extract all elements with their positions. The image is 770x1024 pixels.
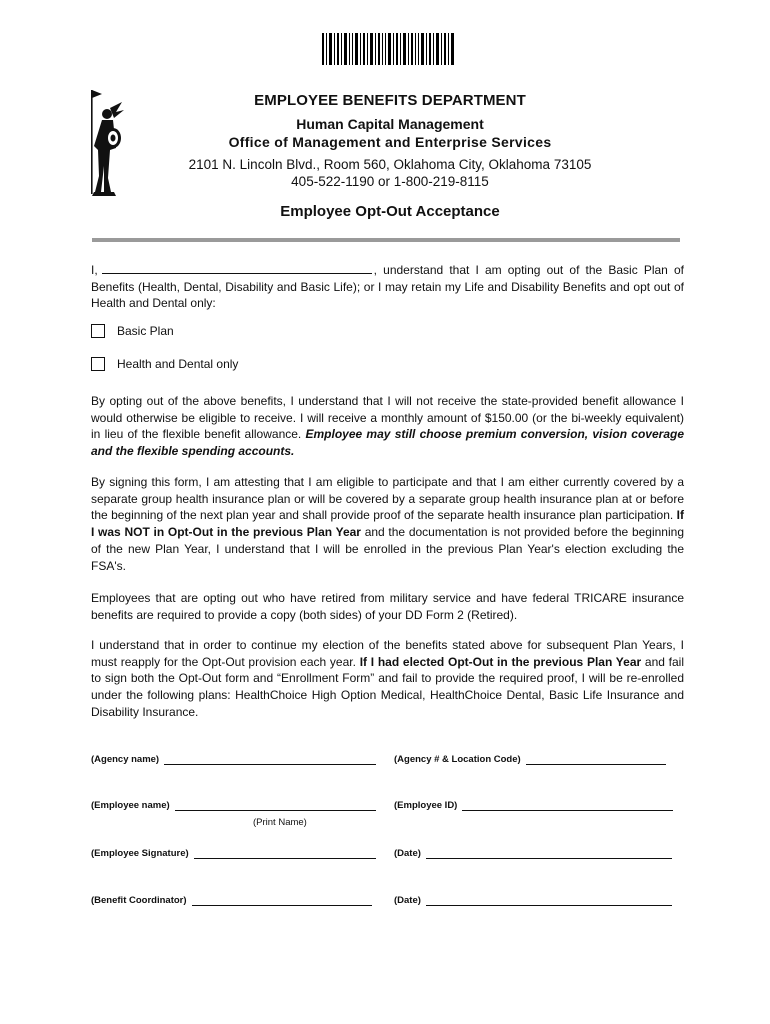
agency-name-label: (Agency name) bbox=[91, 754, 160, 765]
employee-name-label: (Employee name) bbox=[91, 800, 170, 811]
attest-text-2: and the documentation is not provided before the beginning of the new Plan Year, I understand that I will be enrolled in the previous Plan Year's election excluding the FSA's. bbox=[91, 525, 684, 573]
coordinator-date-line[interactable] bbox=[426, 895, 672, 906]
benefits-text: By opting out of the above benefits, I understand that I will not receive the state-provided benefit allowance I would otherwise be eligible to receive. I will receive a monthly amount of $150.00 (or the bi-weekly equivalent) in lieu of the flexible benefit allowance. bbox=[91, 394, 684, 442]
attest-bold: If I was NOT in Opt-Out in the previous Plan Year bbox=[91, 508, 684, 540]
office-heading: Office of Management and Enterprise Services bbox=[228, 134, 552, 150]
title-divider bbox=[92, 238, 680, 242]
employee-name-field[interactable] bbox=[91, 800, 376, 811]
intro-text: , understand that I am opting out of the Basic Plan of Benefits (Health, Dental, Disability and Basic Life); or I may retain my Life and Disability Benefits and opt out of Health and Dental only: bbox=[91, 263, 684, 311]
employee-name-line[interactable] bbox=[175, 800, 376, 811]
employee-id-field[interactable] bbox=[394, 800, 673, 811]
signature-date-field[interactable] bbox=[394, 848, 672, 859]
reapply-text-2: and fail to sign both the Opt-Out form and “Enrollment Form” and fail to provide the required proof, I will be re-enrolled under the following plans: HealthChoice High Option Medical, HealthChoice Dental, Basic Life Insurance and Disability Insurance. bbox=[91, 654, 685, 719]
coordinator-date-label: (Date) bbox=[394, 895, 421, 906]
employee-id-label: (Employee ID) bbox=[394, 800, 458, 811]
employee-id-line[interactable] bbox=[462, 800, 673, 811]
barcode-image bbox=[322, 33, 454, 65]
intro-prefix: I, bbox=[91, 263, 98, 277]
employee-signature-field[interactable] bbox=[91, 848, 376, 859]
signature-date-line[interactable] bbox=[426, 848, 672, 859]
attest-text-1: By signing this form, I am attesting that I am eligible to participate and that I am either currently covered by a separate group health insurance plan or will be covered by a separate group health insurance plan at or before the beginning of the next plan year and shall provide proof of the separate health insurance plan participation. bbox=[91, 475, 684, 523]
option-basic-plan[interactable] bbox=[91, 322, 174, 340]
health-dental-label: Health and Dental only bbox=[117, 357, 239, 371]
health-dental-checkbox[interactable] bbox=[91, 357, 105, 371]
benefit-coordinator-field[interactable] bbox=[91, 895, 372, 906]
name-blank-field[interactable] bbox=[102, 262, 372, 274]
benefit-coordinator-line[interactable] bbox=[192, 895, 372, 906]
agency-code-line[interactable] bbox=[526, 754, 666, 765]
basic-plan-label: Basic Plan bbox=[117, 324, 174, 338]
employee-signature-label: (Employee Signature) bbox=[91, 848, 189, 859]
address-line: 2101 N. Lincoln Blvd., Room 560, Oklahoma City, Oklahoma 73105 bbox=[188, 157, 592, 172]
employee-signature-line[interactable] bbox=[194, 848, 376, 859]
agency-name-line[interactable] bbox=[164, 754, 376, 765]
coordinator-date-field[interactable] bbox=[394, 895, 672, 906]
reapply-paragraph bbox=[91, 637, 684, 721]
benefits-emphasis: Employee may still choose premium conversion, vision coverage and the flexible spending accounts. bbox=[91, 427, 684, 459]
tricare-paragraph: Employees that are opting out who have retired from military service and have federal TRICARE insurance benefits are required to provide a copy (both sides) of your DD Form 2 (Retired). bbox=[91, 591, 684, 622]
attestation-paragraph bbox=[91, 474, 684, 574]
department-heading: EMPLOYEE BENEFITS DEPARTMENT bbox=[254, 92, 526, 109]
phone-line: 405-522-1190 or 1-800-219-8115 bbox=[291, 174, 489, 189]
reapply-text-1: I understand that in order to continue my election of the benefits stated above for subsequent Plan Years, I must reapply for the Opt-Out provision each year. bbox=[91, 638, 684, 669]
print-name-caption: (Print Name) bbox=[253, 817, 307, 828]
form-title: Employee Opt-Out Acceptance bbox=[280, 203, 500, 220]
agency-code-label: (Agency # & Location Code) bbox=[394, 754, 521, 765]
benefit-coordinator-label: (Benefit Coordinator) bbox=[91, 895, 187, 906]
division-heading: Human Capital Management bbox=[296, 116, 484, 132]
benefits-paragraph bbox=[91, 393, 684, 460]
agency-code-field[interactable] bbox=[394, 754, 666, 765]
intro-paragraph bbox=[91, 262, 684, 312]
reapply-bold: If I had elected Opt-Out in the previous Plan Year bbox=[359, 654, 642, 669]
signature-date-label: (Date) bbox=[394, 848, 421, 859]
basic-plan-checkbox[interactable] bbox=[91, 324, 105, 338]
agency-name-field[interactable] bbox=[91, 754, 376, 765]
state-emblem-icon bbox=[80, 88, 130, 198]
option-health-dental[interactable] bbox=[91, 355, 238, 373]
